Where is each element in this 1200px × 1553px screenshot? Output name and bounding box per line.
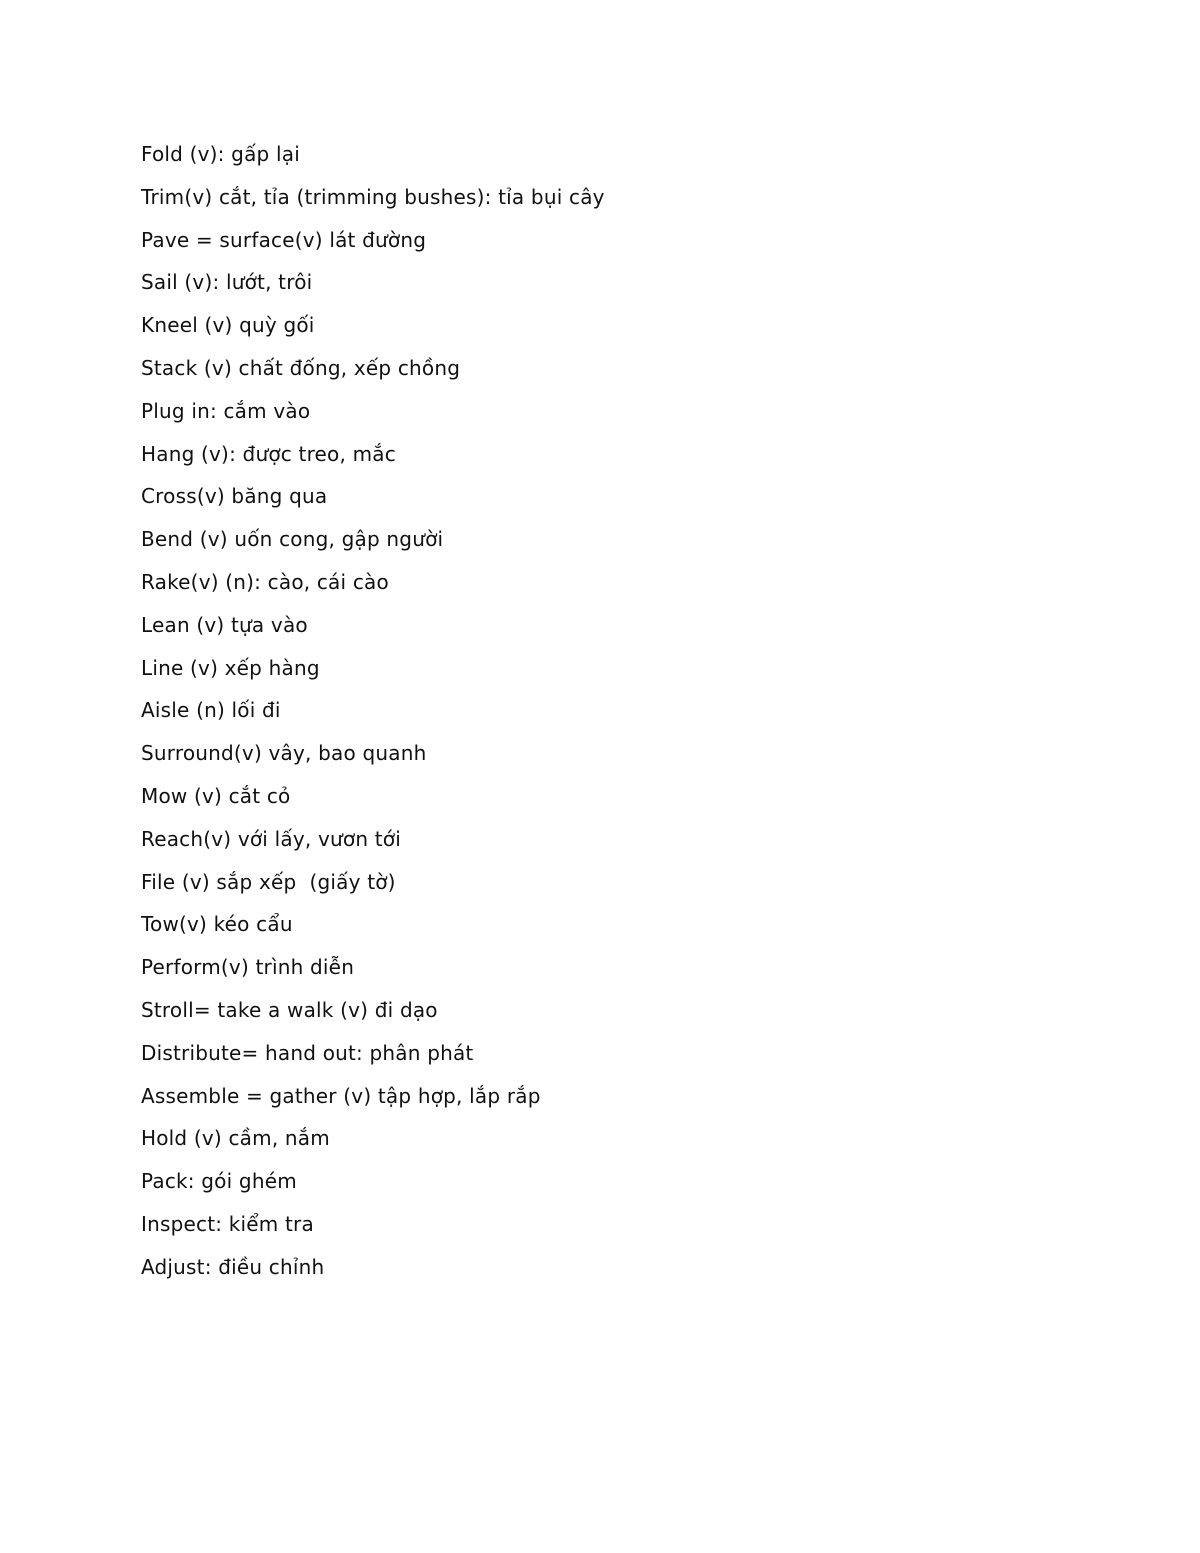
vocab-line: Bend (v) uốn cong, gập người — [141, 527, 444, 552]
vocabulary-list — [141, 137, 1141, 1293]
vocab-line: Mow (v) cắt cỏ — [141, 783, 291, 808]
vocab-line: Cross(v) băng qua — [141, 484, 328, 509]
vocab-line: Stack (v) chất đống, xếp chồng — [141, 355, 461, 380]
vocab-line: Reach(v) với lấy, vươn tới — [141, 826, 401, 851]
vocab-line: Rake(v) (n): cào, cái cào — [141, 569, 389, 594]
vocab-line: Hold (v) cầm, nắm — [141, 1126, 330, 1151]
vocab-line: Trim(v) cắt, tỉa (trimming bushes): tỉa bụi cây — [141, 184, 605, 209]
vocab-line: Assemble = gather (v) tập hợp, lắp rắp — [141, 1083, 541, 1108]
vocab-line: Hang (v): được treo, mắc — [141, 441, 396, 466]
vocab-line: Sail (v): lướt, trôi — [141, 270, 313, 295]
vocab-line: Lean (v) tựa vào — [141, 612, 308, 637]
vocab-line: Kneel (v) quỳ gối — [141, 313, 315, 338]
vocab-line: Fold (v): gấp lại — [141, 142, 300, 166]
vocab-line: Aisle (n) lối đi — [141, 698, 281, 723]
vocab-line: Pave = surface(v) lát đường — [141, 227, 427, 252]
vocab-line: Line (v) xếp hàng — [141, 655, 320, 680]
vocab-line: Surround(v) vây, bao quanh — [141, 741, 427, 766]
vocab-line: Stroll= take a walk (v) đi dạo — [141, 997, 438, 1022]
vocab-line: Perform(v) trình diễn — [141, 955, 355, 980]
vocab-line: Adjust: điều chỉnh — [141, 1254, 325, 1279]
vocab-line: Inspect: kiểm tra — [141, 1211, 314, 1236]
vocab-line: Pack: gói ghém — [141, 1169, 297, 1194]
vocab-line: Plug in: cắm vào — [141, 398, 311, 423]
vocab-line: Distribute= hand out: phân phát — [141, 1040, 474, 1065]
vocab-line: Tow(v) kéo cẩu — [141, 912, 293, 937]
vocab-line: File (v) sắp xếp (giấy tờ) — [141, 869, 396, 894]
